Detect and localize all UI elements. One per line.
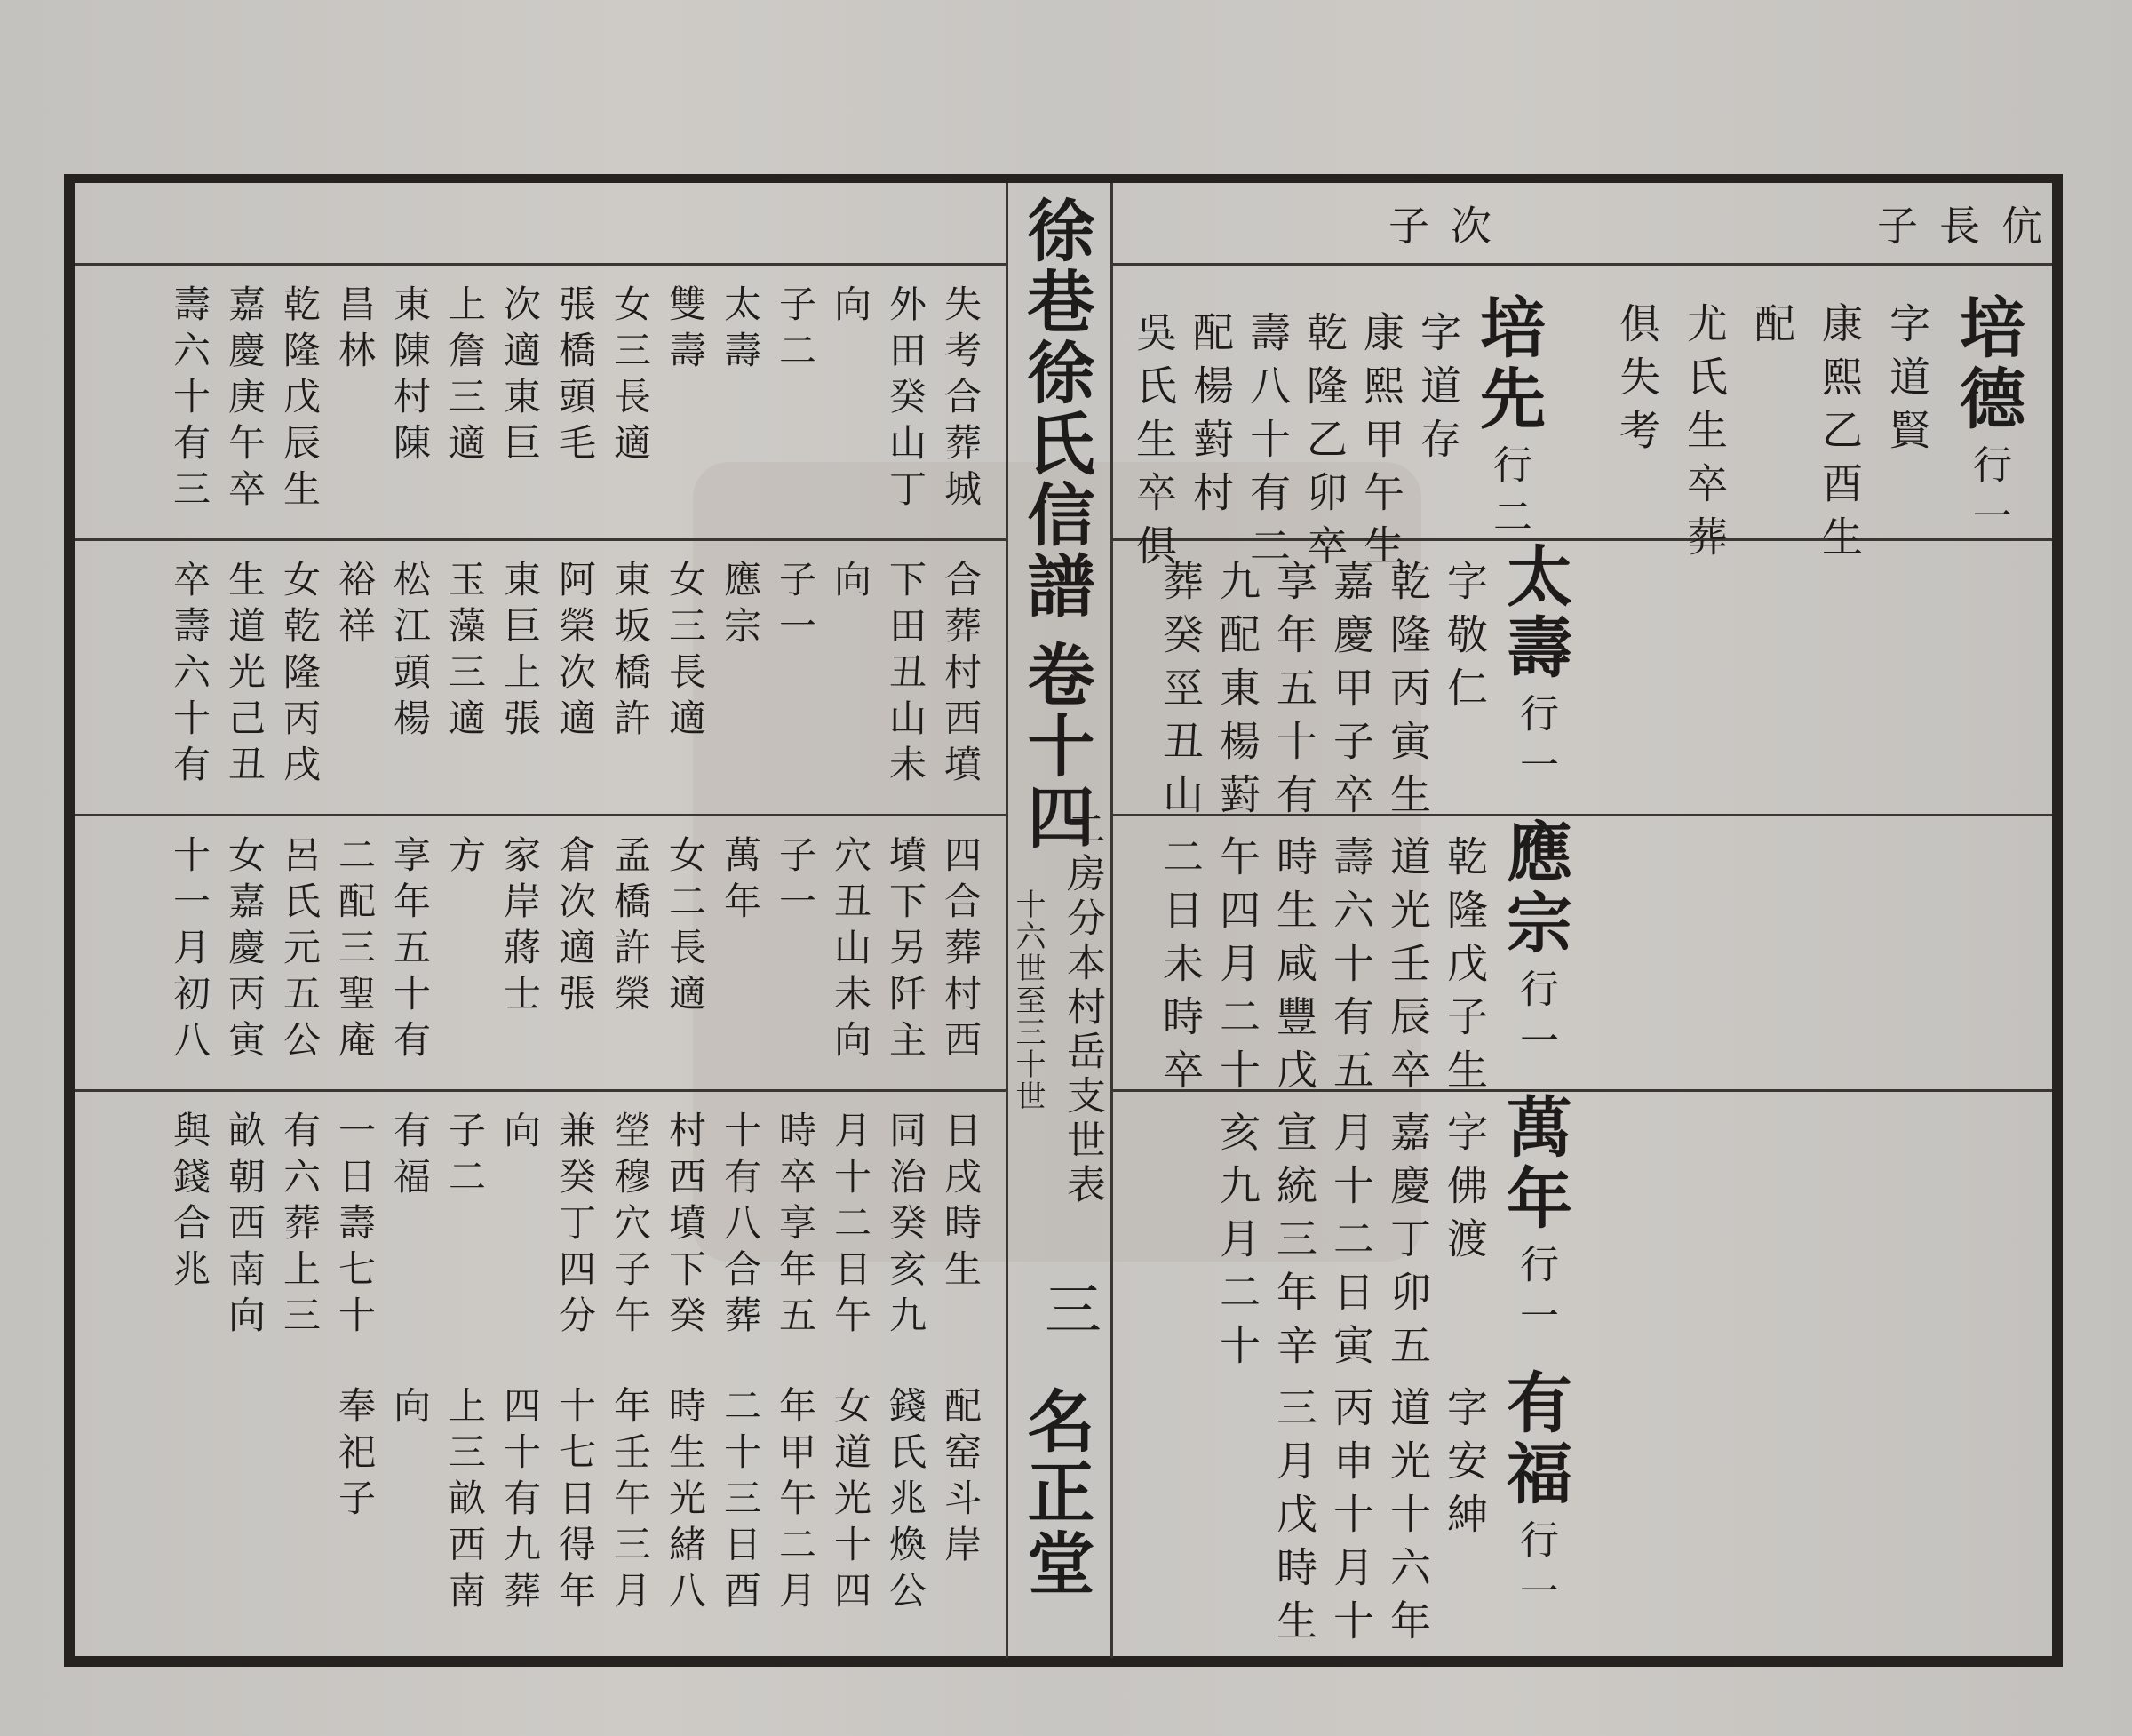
record-line: 十有八合葬: [719, 1111, 762, 1342]
record-line: 九配東楊薱: [1213, 560, 1261, 826]
record-line: 乾隆戊子生: [1441, 835, 1489, 1102]
record-line: 家岸蔣士: [498, 835, 542, 1020]
record-line: 張橋頭毛: [553, 284, 597, 469]
birth-rank: 行一: [1966, 444, 2011, 547]
record-line: 配楊薱村: [1187, 311, 1235, 524]
header-char: 子: [1871, 204, 1919, 258]
volume-label: 卷十四: [1016, 640, 1095, 853]
header-char: 子: [1382, 204, 1430, 258]
rule-left-3: [75, 814, 1006, 816]
record-line: 壽八十有二: [1244, 311, 1292, 577]
record-line: 墳下另阡主: [884, 835, 927, 1066]
record-line: 應宗: [719, 560, 762, 652]
person-name: 培德: [1949, 293, 2025, 435]
record-line: 太壽: [719, 284, 762, 377]
record-line: 玉藻三適: [443, 560, 487, 745]
record-line: 亥九月二十: [1213, 1111, 1261, 1377]
record-line: 二日未時卒: [1157, 835, 1205, 1102]
record-line: 上三畝西南: [443, 1386, 487, 1617]
record-line: 道光壬辰卒: [1384, 835, 1432, 1102]
record-line: 二十三日酉: [719, 1386, 762, 1617]
record-line: 宣統三年辛: [1270, 1111, 1318, 1377]
record-line: 同治癸亥九: [884, 1111, 927, 1342]
record-line: 午四月二十: [1213, 835, 1261, 1102]
record-line: 嘉慶甲子卒: [1327, 560, 1375, 826]
record-line: 下田丑山未: [884, 560, 927, 791]
rule-right-1: [1110, 263, 2052, 266]
record-line: 雙壽: [664, 284, 707, 377]
record-line: 女嘉慶丙寅: [223, 835, 266, 1066]
record-line: 向: [498, 1111, 542, 1157]
record-line: 外田癸山丁: [884, 284, 927, 515]
record-line: 裕祥: [333, 560, 377, 652]
record-line: 吳氏生卒俱: [1130, 311, 1178, 577]
record-line: 呂氏元五公: [278, 835, 322, 1066]
record-line: 康熙乙酉生: [1816, 302, 1864, 569]
record-line: 年甲午二月: [774, 1386, 817, 1617]
record-line: 葬癸巠丑山: [1157, 560, 1205, 826]
record-line: 字道存: [1414, 311, 1462, 471]
birth-rank: 行一: [1513, 1244, 1558, 1347]
record-line: 畝朝西南向: [223, 1111, 266, 1342]
record-line: 道光十六年: [1384, 1386, 1432, 1652]
record-line: 嘉慶丁卯五: [1384, 1111, 1432, 1377]
record-line: 日戌時生: [939, 1111, 982, 1295]
record-line: 字佛渡: [1441, 1111, 1489, 1270]
record-line: 失考合葬城: [939, 284, 982, 515]
record-line: 時卒享年五: [774, 1111, 817, 1342]
rule-left-1: [75, 263, 1006, 266]
record-line: 月十二日午: [829, 1111, 872, 1342]
record-line: 合葬村西墳: [939, 560, 982, 791]
record-line: 配窑斗岸: [939, 1386, 982, 1571]
record-line: 村西墳下癸: [664, 1111, 707, 1342]
rule-left-2: [75, 538, 1006, 541]
record-line: 子一: [774, 835, 817, 928]
record-line: 乾隆戊辰生: [278, 284, 322, 515]
record-line: 配: [1748, 302, 1796, 355]
record-line: 俱失考: [1613, 302, 1661, 462]
record-line: 孟橋許榮: [609, 835, 652, 1020]
record-line: 一日壽七十: [333, 1111, 377, 1342]
record-line: 昌林: [333, 284, 377, 377]
spine-rule-left: [1006, 183, 1008, 1658]
record-line: 向: [388, 1386, 432, 1432]
person-name: 有福: [1496, 1368, 1572, 1510]
record-line: 倉次適張: [553, 835, 597, 1020]
record-line: 與錢合兆: [168, 1111, 211, 1295]
rule-left-4: [75, 1089, 1006, 1092]
record-line: 阿榮次適: [553, 560, 597, 745]
record-line: 女乾隆丙戌: [278, 560, 322, 791]
header-char: 次: [1444, 204, 1492, 258]
record-line: 乾隆丙寅生: [1384, 560, 1432, 826]
record-line: 壽六十有五: [1327, 835, 1375, 1102]
record-line: 東巨上張: [498, 560, 542, 745]
record-line: 子二: [443, 1111, 487, 1203]
record-line: 兼癸丁四分: [553, 1111, 597, 1342]
record-line: 穴丑山未向: [829, 835, 872, 1066]
page-number: 三: [1035, 1279, 1101, 1345]
record-line: 向: [829, 560, 872, 606]
record-line: 有福: [388, 1111, 432, 1203]
hall-name: 名正堂: [1016, 1386, 1095, 1599]
record-line: 向: [829, 284, 872, 330]
record-line: 四十有九葬: [498, 1386, 542, 1617]
record-line: 康熙甲午生: [1357, 311, 1405, 577]
header-char: 伉: [1995, 204, 2043, 258]
birth-rank: 行二: [1486, 444, 1531, 547]
record-line: 尤氏生卒葬: [1681, 302, 1729, 569]
record-line: 十一月初八: [168, 835, 211, 1066]
record-line: 生道光己丑: [223, 560, 266, 791]
record-line: 二配三聖庵: [333, 835, 377, 1066]
birth-rank: 行一: [1513, 693, 1558, 796]
record-line: 東坂橋許: [609, 560, 652, 745]
record-line: 丙申十月十: [1327, 1386, 1375, 1652]
record-line: 卒壽六十有: [168, 560, 211, 791]
record-line: 月十二日寅: [1327, 1111, 1375, 1377]
record-line: 子一: [774, 560, 817, 652]
record-line: 女三長適: [664, 560, 707, 745]
record-line: 享年五十有: [1270, 560, 1318, 826]
record-line: 塋穆穴子午: [609, 1111, 652, 1342]
record-line: 十七日得年: [553, 1386, 597, 1617]
person-name: 萬年: [1496, 1093, 1572, 1235]
record-line: 奉祀子: [333, 1386, 377, 1525]
record-line: 萬年: [719, 835, 762, 928]
birth-rank: 行一: [1513, 968, 1558, 1071]
record-line: 女二長適: [664, 835, 707, 1020]
record-line: 享年五十有: [388, 835, 432, 1066]
header-char: 長: [1933, 204, 1981, 258]
spine-rule-right: [1110, 183, 1113, 1658]
generation-range: 十六世至三十世: [1010, 888, 1046, 1112]
record-line: 字安紳: [1441, 1386, 1489, 1546]
record-line: 有六葬上三: [278, 1111, 322, 1342]
person-name: 應宗: [1496, 817, 1572, 960]
record-line: 方: [443, 835, 487, 881]
record-line: 上詹三適: [443, 284, 487, 469]
record-line: 松江頭楊: [388, 560, 432, 745]
record-line: 嘉慶庚午卒: [223, 284, 266, 515]
record-line: 年壬午三月: [609, 1386, 652, 1617]
record-line: 時生光緒八: [664, 1386, 707, 1617]
person-name: 太壽: [1496, 542, 1572, 684]
branch-table-title: 二房分本村岳支世表: [1060, 808, 1105, 1208]
record-line: 時生咸豐戊: [1270, 835, 1318, 1102]
record-line: 壽六十有三: [168, 284, 211, 515]
record-line: 字敬仁: [1441, 560, 1489, 720]
person-name: 培先: [1469, 293, 1546, 435]
record-line: 字道賢: [1883, 302, 1931, 462]
record-line: 子二: [774, 284, 817, 377]
book-title: 徐巷徐氏信譜: [1016, 195, 1095, 622]
record-line: 女三長適: [609, 284, 652, 469]
record-line: 乾隆乙卯卒: [1301, 311, 1348, 577]
record-line: 東陳村陳: [388, 284, 432, 469]
record-line: 三月戊時生: [1270, 1386, 1318, 1652]
record-line: 四合葬村西: [939, 835, 982, 1066]
record-line: 錢氏兆煥公: [884, 1386, 927, 1617]
record-line: 女道光十四: [829, 1386, 872, 1617]
record-line: 次適東巨: [498, 284, 542, 469]
birth-rank: 行一: [1513, 1519, 1558, 1622]
